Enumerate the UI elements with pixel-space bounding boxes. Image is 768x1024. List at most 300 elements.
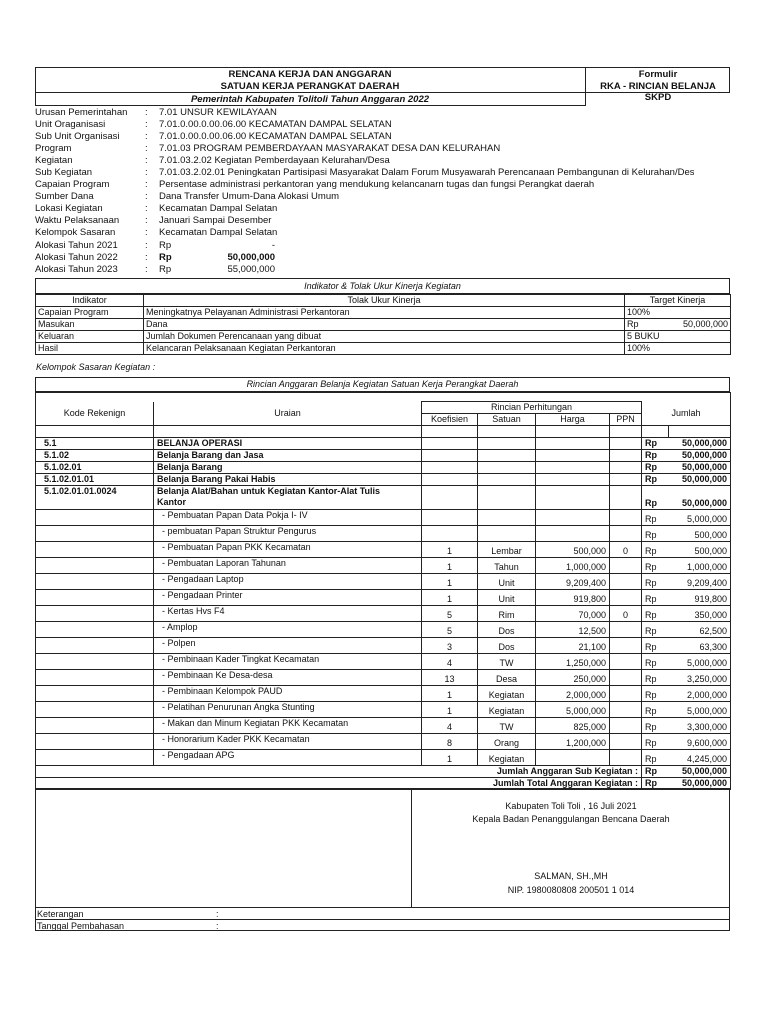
row-jumlah: 5,000,000 xyxy=(669,654,731,670)
alokasi-value: 50,000,000 xyxy=(227,251,275,263)
info-sep: : xyxy=(145,167,148,178)
row-koefisien: 1 xyxy=(422,542,478,558)
row-uraian-text: Belanja Barang Pakai Habis xyxy=(157,474,276,484)
row-uraian-text-2: Kantor xyxy=(157,497,186,507)
row-rp: Rp xyxy=(642,638,669,654)
row-kode xyxy=(36,622,154,638)
row-uraian-text: - Pembuatan Papan Data Pokja I- IV xyxy=(162,510,308,520)
row-satuan: Kegiatan xyxy=(478,702,536,718)
row-harga: 1,250,000 xyxy=(536,654,610,670)
total-row-value: 50,000,000 xyxy=(669,778,731,790)
header-kode: Kode Rekenign xyxy=(36,402,154,426)
subtotal-row-value: 50,000,000 xyxy=(669,766,731,778)
table-row xyxy=(36,438,731,450)
row-ppn xyxy=(610,670,642,686)
row-rp: Rp xyxy=(642,686,669,702)
row-satuan xyxy=(478,486,536,510)
info-label: Waktu Pelaksanaan xyxy=(35,215,120,226)
row-uraian-text: - Makan dan Minum Kegiatan PKK Kecamatan xyxy=(162,718,349,728)
header-rincian: Rincian Perhitungan xyxy=(422,402,642,414)
row-rp: Rp xyxy=(642,654,669,670)
row-satuan: Kegiatan xyxy=(478,686,536,702)
row-rp: Rp xyxy=(642,590,669,606)
row-jumlah: 9,209,400 xyxy=(669,574,731,590)
row-ppn xyxy=(610,558,642,574)
row-ppn xyxy=(610,750,642,766)
row-koefisien xyxy=(422,526,478,542)
indikator-target: 100% xyxy=(625,307,731,319)
row-uraian xyxy=(154,526,422,542)
row-uraian xyxy=(154,438,422,450)
row-ppn xyxy=(610,654,642,670)
info-value: Kecamatan Dampal Selatan xyxy=(159,203,278,214)
indikator-tolak: Dana xyxy=(144,319,625,331)
info-row xyxy=(35,107,694,119)
row-satuan: TW xyxy=(478,718,536,734)
indikator-name: Masukan xyxy=(36,319,144,331)
table-row xyxy=(36,542,731,558)
info-row xyxy=(35,191,694,203)
indikator-row xyxy=(36,307,731,319)
alokasi-rp: Rp xyxy=(159,239,172,251)
info-value: 7.01.0.00.0.00.06.00 KECAMATAN DAMPAL SELATAN xyxy=(159,119,392,130)
subtotal-row-rp: Rp xyxy=(642,766,669,778)
subtotal-row-label: Jumlah Anggaran Sub Kegiatan : xyxy=(36,766,642,778)
indikator-header-row xyxy=(36,295,731,307)
row-satuan: Tahun xyxy=(478,558,536,574)
info-row xyxy=(35,227,694,239)
row-kode xyxy=(36,606,154,622)
table-row xyxy=(36,702,731,718)
info-value: Januari Sampai Desember xyxy=(159,215,272,226)
row-rp: Rp xyxy=(642,510,669,526)
row-ppn xyxy=(610,510,642,526)
info-row xyxy=(35,215,694,227)
row-rp: Rp xyxy=(642,438,669,450)
row-jumlah: 5,000,000 xyxy=(669,510,731,526)
table-row xyxy=(36,574,731,590)
total-row-rp: Rp xyxy=(642,778,669,790)
info-row xyxy=(35,119,694,131)
row-koefisien xyxy=(422,450,478,462)
row-uraian-text: - pembuatan Papan Struktur Pengurus xyxy=(162,526,317,536)
row-satuan: Lembar xyxy=(478,542,536,558)
row-uraian-text: - Pembuatan Laporan Tahunan xyxy=(162,558,286,568)
info-label: Lokasi Kegiatan xyxy=(35,203,103,214)
row-rp: Rp xyxy=(642,542,669,558)
info-row xyxy=(35,179,694,191)
row-jumlah: 3,300,000 xyxy=(669,718,731,734)
indikator-title: Indikator & Tolak Ukur Kinerja Kegiatan xyxy=(304,281,461,291)
row-uraian xyxy=(154,590,422,606)
info-value: 7.01.03 PROGRAM PEMBERDAYAAN MASYARAKAT DESA DAN KELURAHAN xyxy=(159,143,501,154)
indikator-target: Rp xyxy=(625,319,675,331)
info-row xyxy=(35,167,694,179)
info-row xyxy=(35,203,694,215)
row-satuan: Rim xyxy=(478,606,536,622)
table-row xyxy=(36,558,731,574)
row-koefisien: 8 xyxy=(422,734,478,750)
row-kode: 5.1.02 xyxy=(36,450,154,462)
row-kode xyxy=(36,734,154,750)
header-ppn: PPN xyxy=(610,414,642,426)
indikator-name: Capaian Program xyxy=(36,307,144,319)
row-kode xyxy=(36,750,154,766)
row-jumlah: 50,000,000 xyxy=(669,474,731,486)
indikator-tolak: Meningkatnya Pelayanan Administrasi Perkantoran xyxy=(144,307,625,319)
row-uraian-text: - Amplop xyxy=(162,622,198,632)
row-rp: Rp xyxy=(642,718,669,734)
info-label: Unit Oraganisasi xyxy=(35,119,106,130)
info-sep: : xyxy=(145,131,148,142)
row-uraian xyxy=(154,462,422,474)
row-uraian-text: - Polpen xyxy=(162,638,196,648)
indikator-row xyxy=(36,319,731,331)
row-rp: Rp xyxy=(642,450,669,462)
row-uraian-text: - Pembinaan Kelompok PAUD xyxy=(162,686,283,696)
row-kode xyxy=(36,686,154,702)
row-ppn: 0 xyxy=(610,542,642,558)
row-uraian-text: Belanja Barang dan Jasa xyxy=(157,450,264,460)
row-koefisien: 5 xyxy=(422,622,478,638)
row-uraian xyxy=(154,574,422,590)
alokasi-row xyxy=(35,239,275,251)
alokasi-sep: : xyxy=(145,239,148,251)
row-kode: 5.1.02.01.01 xyxy=(36,474,154,486)
row-rp: Rp xyxy=(642,750,669,766)
info-row xyxy=(35,143,694,155)
row-ppn xyxy=(610,438,642,450)
info-value: 7.01.0.00.0.00.06.00 KECAMATAN DAMPAL SELATAN xyxy=(159,131,392,142)
row-uraian xyxy=(154,654,422,670)
row-satuan xyxy=(478,526,536,542)
row-kode: 5.1.02.01.01.0024 xyxy=(36,486,154,510)
row-rp: Rp xyxy=(642,606,669,622)
row-satuan: Unit xyxy=(478,574,536,590)
row-harga xyxy=(536,474,610,486)
row-ppn xyxy=(610,702,642,718)
indikator-header-target: Target Kinerja xyxy=(625,295,731,307)
table-row xyxy=(36,718,731,734)
row-ppn xyxy=(610,574,642,590)
row-koefisien: 4 xyxy=(422,654,478,670)
indikator-tolak: Kelancaran Pelaksanaan Kegiatan Perkantoran xyxy=(144,343,625,355)
indikator-target: 100% xyxy=(625,343,731,355)
indikator-header-tolak: Tolak Ukur Kinerja xyxy=(144,295,625,307)
row-kode xyxy=(36,542,154,558)
row-harga: 5,000,000 xyxy=(536,702,610,718)
table-row xyxy=(36,622,731,638)
row-satuan: Orang xyxy=(478,734,536,750)
table-row xyxy=(36,486,731,510)
row-kode xyxy=(36,574,154,590)
alokasi-value: 55,000,000 xyxy=(227,263,275,275)
row-uraian xyxy=(154,622,422,638)
alokasi-value: - xyxy=(271,239,275,251)
info-sep: : xyxy=(145,191,148,202)
row-jumlah: 50,000,000 xyxy=(669,462,731,474)
row-kode xyxy=(36,654,154,670)
info-value: 7.01.03.2.02.01 Peningkatan Partisipasi Masyarakat Dalam Forum Musyawarah Perencanaan Pembangunan di Kelurahan/Des xyxy=(159,167,695,178)
row-harga xyxy=(536,462,610,474)
header-jumlah: Jumlah xyxy=(642,402,731,426)
row-koefisien: 3 xyxy=(422,638,478,654)
row-koefisien: 5 xyxy=(422,606,478,622)
table-row xyxy=(36,654,731,670)
row-jumlah: 50,000,000 xyxy=(669,438,731,450)
row-koefisien: 4 xyxy=(422,718,478,734)
rincian-title: Rincian Anggaran Belanja Kegiatan Satuan Kerja Perangkat Daerah xyxy=(246,379,519,389)
info-label: Program xyxy=(35,143,72,154)
alokasi-table xyxy=(35,239,275,275)
row-harga xyxy=(536,486,610,510)
row-harga xyxy=(536,510,610,526)
info-sep: : xyxy=(145,203,148,214)
row-uraian xyxy=(154,474,422,486)
row-kode xyxy=(36,638,154,654)
info-label: Urusan Pemerintahan xyxy=(35,107,128,118)
row-uraian-text: - Pengadaan Laptop xyxy=(162,574,244,584)
table-row xyxy=(36,670,731,686)
row-uraian-text: - Pembinaan Kader Tingkat Kecamatan xyxy=(162,654,320,664)
row-uraian-text: - Pembuatan Papan PKK Kecamatan xyxy=(162,542,311,552)
info-sep: : xyxy=(145,179,148,190)
table-row xyxy=(36,462,731,474)
row-satuan: Dos xyxy=(478,622,536,638)
row-uraian-text: BELANJA OPERASI xyxy=(157,438,243,448)
footer-keterangan-sep: : xyxy=(216,909,219,919)
signature-nip: NIP. 1980080808 200501 1 014 xyxy=(507,885,635,895)
footer-tanggal-sep: : xyxy=(216,921,219,931)
row-uraian xyxy=(154,450,422,462)
row-uraian xyxy=(154,542,422,558)
row-satuan: Dos xyxy=(478,638,536,654)
indikator-header-ind: Indikator xyxy=(36,295,144,307)
header-koefisien: Koefisien xyxy=(422,414,478,426)
header-title-2: SATUAN KERJA PERANGKAT DAERAH xyxy=(220,81,400,92)
row-harga: 919,800 xyxy=(536,590,610,606)
row-jumlah: 62,500 xyxy=(669,622,731,638)
info-sep: : xyxy=(145,215,148,226)
formulir-label: Formulir xyxy=(638,69,678,80)
row-harga xyxy=(536,438,610,450)
alokasi-label: Alokasi Tahun 2023 xyxy=(35,263,118,275)
row-koefisien xyxy=(422,510,478,526)
row-harga: 500,000 xyxy=(536,542,610,558)
row-harga: 825,000 xyxy=(536,718,610,734)
formulir-value: RKA - RINCIAN BELANJA SKPD xyxy=(600,81,716,103)
alokasi-sep: : xyxy=(145,251,148,263)
table-row xyxy=(36,750,731,766)
table-row xyxy=(36,526,731,542)
row-harga xyxy=(536,526,610,542)
row-koefisien xyxy=(422,474,478,486)
row-rp: Rp xyxy=(642,526,669,542)
row-ppn xyxy=(610,638,642,654)
row-satuan: Unit xyxy=(478,590,536,606)
table-row xyxy=(36,510,731,526)
info-row xyxy=(35,155,694,167)
info-sep: : xyxy=(145,119,148,130)
row-rp: Rp xyxy=(642,734,669,750)
row-jumlah: 50,000,000 xyxy=(669,450,731,462)
header-satuan: Satuan xyxy=(478,414,536,426)
alokasi-sep: : xyxy=(145,263,148,275)
indikator-name: Keluaran xyxy=(36,331,144,343)
row-kode xyxy=(36,590,154,606)
footer-keterangan-label: Keterangan xyxy=(37,909,84,919)
row-jumlah: 63,300 xyxy=(669,638,731,654)
table-row xyxy=(36,734,731,750)
row-harga: 1,200,000 xyxy=(536,734,610,750)
row-uraian xyxy=(154,606,422,622)
row-kode: 5.1.02.01 xyxy=(36,462,154,474)
info-sep: : xyxy=(145,227,148,238)
subtotal-row xyxy=(36,766,731,778)
row-rp: Rp xyxy=(642,486,669,510)
alokasi-label: Alokasi Tahun 2021 xyxy=(35,239,118,251)
row-uraian-text: - Pengadaan APG xyxy=(162,750,235,760)
row-koefisien: 1 xyxy=(422,750,478,766)
row-kode: 5.1 xyxy=(36,438,154,450)
row-ppn: 0 xyxy=(610,606,642,622)
row-harga: 1,000,000 xyxy=(536,558,610,574)
alokasi-label: Alokasi Tahun 2022 xyxy=(35,251,118,263)
row-ppn xyxy=(610,734,642,750)
row-satuan xyxy=(478,474,536,486)
row-ppn xyxy=(610,526,642,542)
row-ppn xyxy=(610,486,642,510)
row-rp: Rp xyxy=(642,574,669,590)
row-uraian xyxy=(154,558,422,574)
row-uraian-text: - Pelatihan Penurunan Angka Stunting xyxy=(162,702,315,712)
row-kode xyxy=(36,510,154,526)
row-uraian xyxy=(154,750,422,766)
row-koefisien: 13 xyxy=(422,670,478,686)
row-satuan: Kegiatan xyxy=(478,750,536,766)
alokasi-rp: Rp xyxy=(159,263,172,275)
row-koefisien: 1 xyxy=(422,590,478,606)
row-koefisien xyxy=(422,462,478,474)
header-title-1: RENCANA KERJA DAN ANGGARAN xyxy=(228,69,392,80)
info-label: Sub Kegiatan xyxy=(35,167,93,178)
row-uraian-text: Belanja Barang xyxy=(157,462,223,472)
row-harga: 12,500 xyxy=(536,622,610,638)
row-uraian-text: - Pembinaan Ke Desa-desa xyxy=(162,670,273,680)
info-value: Kecamatan Dampal Selatan xyxy=(159,227,278,238)
row-ppn xyxy=(610,462,642,474)
row-ppn xyxy=(610,474,642,486)
info-sep: : xyxy=(145,155,148,166)
rincian-table xyxy=(35,392,731,790)
total-row-label: Jumlah Total Anggaran Kegiatan : xyxy=(36,778,642,790)
row-satuan xyxy=(478,462,536,474)
row-harga xyxy=(536,750,610,766)
table-row xyxy=(36,450,731,462)
info-row xyxy=(35,131,694,143)
signature-position: Kepala Badan Penanggulangan Bencana Daerah xyxy=(472,814,670,824)
row-satuan xyxy=(478,510,536,526)
row-kode xyxy=(36,718,154,734)
row-jumlah: 500,000 xyxy=(669,526,731,542)
row-rp: Rp xyxy=(642,670,669,686)
row-ppn xyxy=(610,622,642,638)
row-rp: Rp xyxy=(642,702,669,718)
row-jumlah: 2,000,000 xyxy=(669,686,731,702)
row-harga xyxy=(536,450,610,462)
info-label: Capaian Program xyxy=(35,179,110,190)
row-uraian-text: - Kertas Hvs F4 xyxy=(162,606,225,616)
info-sep: : xyxy=(145,143,148,154)
signature-name: SALMAN, SH.,MH xyxy=(534,871,608,881)
info-label: Kegiatan xyxy=(35,155,73,166)
row-ppn xyxy=(610,718,642,734)
indikator-row xyxy=(36,343,731,355)
row-satuan xyxy=(478,450,536,462)
row-rp: Rp xyxy=(642,474,669,486)
row-satuan xyxy=(478,438,536,450)
row-jumlah: 500,000 xyxy=(669,542,731,558)
info-value: Dana Transfer Umum-Dana Alokasi Umum xyxy=(159,191,340,202)
table-row xyxy=(36,686,731,702)
pemerintah-text: Pemerintah Kabupaten Tolitoli Tahun Anggaran 2022 xyxy=(190,94,430,105)
row-uraian xyxy=(154,510,422,526)
row-kode xyxy=(36,702,154,718)
table-row xyxy=(36,638,731,654)
row-jumlah: 1,000,000 xyxy=(669,558,731,574)
row-ppn xyxy=(610,450,642,462)
row-koefisien xyxy=(422,438,478,450)
row-koefisien: 1 xyxy=(422,686,478,702)
row-kode xyxy=(36,670,154,686)
row-uraian-text: - Pengadaan Printer xyxy=(162,590,243,600)
indikator-name: Hasil xyxy=(36,343,144,355)
row-jumlah: 3,250,000 xyxy=(669,670,731,686)
row-uraian xyxy=(154,734,422,750)
row-uraian-text: - Honorarium Kader PKK Kecamatan xyxy=(162,734,310,744)
signature-place-date: Kabupaten Toli Toli , 16 Juli 2021 xyxy=(505,801,637,811)
table-row xyxy=(36,590,731,606)
row-satuan: Desa xyxy=(478,670,536,686)
row-koefisien: 1 xyxy=(422,702,478,718)
info-value: 7.01 UNSUR KEWILAYAAN xyxy=(159,107,277,118)
indikator-tolak: Jumlah Dokumen Perencanaan yang dibuat xyxy=(144,331,625,343)
row-harga: 2,000,000 xyxy=(536,686,610,702)
alokasi-row xyxy=(35,263,275,275)
footer-divider xyxy=(35,919,730,920)
row-jumlah: 9,600,000 xyxy=(669,734,731,750)
info-table xyxy=(35,107,694,239)
row-uraian xyxy=(154,702,422,718)
info-value: 7.01.03.2.02 Kegiatan Pemberdayaan Kelurahan/Desa xyxy=(159,155,390,166)
row-jumlah: 919,800 xyxy=(669,590,731,606)
info-value: Persentase administrasi perkantoran yang mendukung kelancanarn tugas dan fungsi Perangkat daerah xyxy=(159,179,595,190)
row-jumlah: 50,000,000 xyxy=(669,486,731,510)
header-harga: Harga xyxy=(536,414,610,426)
header-uraian: Uraian xyxy=(154,402,422,426)
indikator-target: 5 BUKU xyxy=(625,331,731,343)
row-harga: 70,000 xyxy=(536,606,610,622)
row-rp: Rp xyxy=(642,622,669,638)
row-ppn xyxy=(610,686,642,702)
row-uraian-text: Belanja Alat/Bahan untuk Kegiatan Kantor-Alat Tulis xyxy=(157,486,381,496)
row-kode xyxy=(36,526,154,542)
row-kode xyxy=(36,558,154,574)
row-uraian xyxy=(154,670,422,686)
indikator-amount: 50,000,000 xyxy=(675,319,731,331)
alokasi-rp: Rp xyxy=(159,251,172,263)
row-jumlah: 4,245,000 xyxy=(669,750,731,766)
